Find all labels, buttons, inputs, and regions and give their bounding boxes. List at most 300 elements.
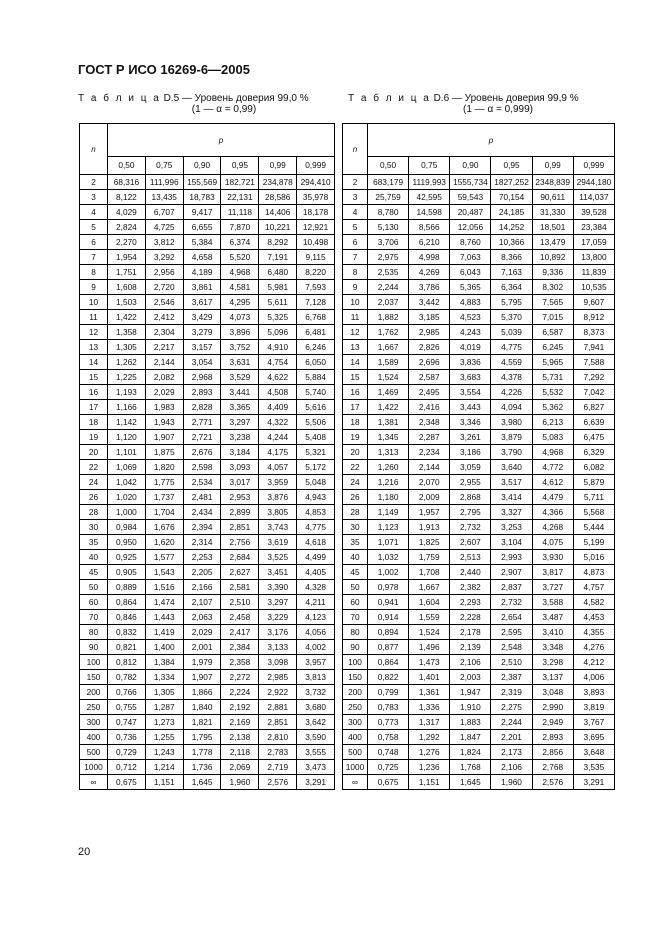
- value-cell: 3,680: [297, 700, 335, 715]
- value-cell: 2,178: [450, 625, 491, 640]
- value-cell: 2,826: [409, 340, 450, 355]
- value-cell: 3,617: [183, 295, 221, 310]
- value-cell: 11,839: [573, 265, 614, 280]
- value-cell: 3,410: [532, 625, 573, 640]
- value-cell: 4,775: [491, 340, 532, 355]
- value-cell: 2,234: [409, 445, 450, 460]
- value-cell: 4,581: [221, 280, 259, 295]
- value-cell: 2,412: [145, 310, 183, 325]
- n-cell: 45: [80, 565, 108, 580]
- value-cell: 0,877: [368, 640, 409, 655]
- value-cell: 1,336: [409, 700, 450, 715]
- value-cell: 1,559: [409, 610, 450, 625]
- value-cell: 1,847: [450, 730, 491, 745]
- value-cell: 1,422: [108, 310, 146, 325]
- column-header-p: p: [108, 124, 335, 157]
- value-cell: 3,861: [183, 280, 221, 295]
- n-cell: 50: [343, 580, 368, 595]
- value-cell: 4,910: [259, 340, 297, 355]
- table-row: [80, 550, 335, 565]
- value-cell: 7,163: [491, 265, 532, 280]
- value-cell: 1,287: [145, 700, 183, 715]
- value-cell: 1,913: [409, 520, 450, 535]
- value-cell: 2,144: [145, 355, 183, 370]
- table-row: [80, 730, 335, 745]
- value-cell: 4,523: [450, 310, 491, 325]
- value-cell: 6,707: [145, 205, 183, 220]
- value-cell: 4,075: [532, 535, 573, 550]
- value-cell: 4,775: [297, 520, 335, 535]
- value-cell: 0,799: [368, 685, 409, 700]
- p-value-header: 0,99: [259, 157, 297, 175]
- table-row: [343, 520, 615, 535]
- value-cell: 1,736: [183, 760, 221, 775]
- value-cell: 2,719: [259, 760, 297, 775]
- n-cell: 8: [80, 265, 108, 280]
- n-cell: 40: [343, 550, 368, 565]
- value-cell: 1,759: [409, 550, 450, 565]
- table-row: [343, 580, 615, 595]
- value-cell: 3,980: [491, 415, 532, 430]
- table-row: [343, 670, 615, 685]
- column-header-n: n: [343, 124, 368, 175]
- n-cell: 7: [80, 250, 108, 265]
- value-cell: 1,123: [368, 520, 409, 535]
- n-cell: 8: [343, 265, 368, 280]
- value-cell: 0,748: [368, 745, 409, 760]
- n-cell: 35: [80, 535, 108, 550]
- value-cell: 70,154: [491, 190, 532, 205]
- value-cell: 1,400: [145, 640, 183, 655]
- n-cell: 10: [80, 295, 108, 310]
- value-cell: 2,173: [491, 745, 532, 760]
- value-cell: 1,667: [409, 580, 450, 595]
- value-cell: 5,616: [297, 400, 335, 415]
- table-row: [80, 340, 335, 355]
- value-cell: 1,954: [108, 250, 146, 265]
- value-cell: 6,374: [221, 235, 259, 250]
- n-cell: 13: [343, 340, 368, 355]
- value-cell: 3,805: [259, 505, 297, 520]
- value-cell: 1,516: [145, 580, 183, 595]
- value-cell: 3,732: [297, 685, 335, 700]
- table-row: [80, 505, 335, 520]
- value-cell: 1,273: [145, 715, 183, 730]
- value-cell: 1,345: [368, 430, 409, 445]
- value-cell: 18,178: [297, 205, 335, 220]
- value-cell: 3,473: [297, 760, 335, 775]
- n-cell: 3: [80, 190, 108, 205]
- value-cell: 8,373: [573, 325, 614, 340]
- n-cell: 5: [343, 220, 368, 235]
- n-cell: 11: [80, 310, 108, 325]
- value-cell: 0,783: [368, 700, 409, 715]
- value-cell: 2,534: [183, 475, 221, 490]
- n-cell: 15: [343, 370, 368, 385]
- value-cell: 4,355: [573, 625, 614, 640]
- value-cell: 5,130: [368, 220, 409, 235]
- value-cell: 5,611: [259, 295, 297, 310]
- value-cell: 5,039: [491, 325, 532, 340]
- value-cell: 0,675: [108, 775, 146, 790]
- value-cell: 2,001: [183, 640, 221, 655]
- value-cell: 6,246: [297, 340, 335, 355]
- value-cell: 1,957: [409, 505, 450, 520]
- value-cell: 3,642: [297, 715, 335, 730]
- p-value-header: 0,50: [108, 157, 146, 175]
- value-cell: 2,293: [450, 595, 491, 610]
- value-cell: 1,069: [108, 460, 146, 475]
- value-cell: 1,193: [108, 385, 146, 400]
- value-cell: 1,503: [108, 295, 146, 310]
- table-row: [343, 595, 615, 610]
- table-row: [343, 640, 615, 655]
- value-cell: 0,864: [368, 655, 409, 670]
- value-cell: 10,221: [259, 220, 297, 235]
- value-cell: 3,365: [221, 400, 259, 415]
- value-cell: 7,292: [573, 370, 614, 385]
- value-cell: 24,185: [491, 205, 532, 220]
- value-cell: 2,654: [491, 610, 532, 625]
- value-cell: 2,029: [183, 625, 221, 640]
- value-cell: 0,984: [108, 520, 146, 535]
- value-cell: 3,451: [259, 565, 297, 580]
- table-row: [343, 445, 615, 460]
- value-cell: 4,754: [259, 355, 297, 370]
- value-cell: 1827,252: [491, 175, 532, 190]
- table-row: [80, 250, 335, 265]
- n-cell: 2: [343, 175, 368, 190]
- n-cell: 17: [343, 400, 368, 415]
- value-cell: 1,020: [108, 490, 146, 505]
- table-row: [343, 625, 615, 640]
- value-cell: 3,137: [532, 670, 573, 685]
- value-cell: 3,893: [573, 685, 614, 700]
- table-row: [343, 220, 615, 235]
- value-cell: 90,611: [532, 190, 573, 205]
- value-cell: 2,732: [491, 595, 532, 610]
- value-cell: 4,725: [145, 220, 183, 235]
- value-cell: 10,366: [491, 235, 532, 250]
- value-cell: 35,978: [297, 190, 335, 205]
- table-row: [343, 175, 615, 190]
- value-cell: 2,881: [259, 700, 297, 715]
- value-cell: 6,655: [183, 220, 221, 235]
- value-cell: 3,588: [532, 595, 573, 610]
- n-cell: 4: [80, 205, 108, 220]
- table-row: [343, 685, 615, 700]
- value-cell: 2,304: [145, 325, 183, 340]
- value-cell: 4,269: [409, 265, 450, 280]
- value-cell: 0,821: [108, 640, 146, 655]
- value-cell: 2,513: [450, 550, 491, 565]
- value-cell: 4,295: [221, 295, 259, 310]
- value-cell: 0,766: [108, 685, 146, 700]
- value-cell: 14,406: [259, 205, 297, 220]
- value-cell: 3,292: [145, 250, 183, 265]
- value-cell: 1,824: [450, 745, 491, 760]
- n-cell: 6: [80, 235, 108, 250]
- value-cell: 6,050: [297, 355, 335, 370]
- value-cell: 4,943: [297, 490, 335, 505]
- n-cell: 200: [343, 685, 368, 700]
- value-cell: 3,554: [450, 385, 491, 400]
- value-cell: 3,555: [297, 745, 335, 760]
- n-cell: 30: [343, 520, 368, 535]
- value-cell: 6,213: [532, 415, 573, 430]
- value-cell: 4,772: [532, 460, 573, 475]
- value-cell: 4,029: [108, 205, 146, 220]
- value-cell: 2,440: [450, 565, 491, 580]
- value-cell: 1,401: [409, 670, 450, 685]
- value-cell: 2,837: [491, 580, 532, 595]
- value-cell: 3,695: [573, 730, 614, 745]
- table-row: [343, 715, 615, 730]
- table-row: [343, 475, 615, 490]
- value-cell: 2,985: [409, 325, 450, 340]
- n-cell: 50: [80, 580, 108, 595]
- value-cell: 1,101: [108, 445, 146, 460]
- value-cell: 4,244: [259, 430, 297, 445]
- value-cell: 1555,734: [450, 175, 491, 190]
- value-cell: 1,071: [368, 535, 409, 550]
- table-row: [80, 175, 335, 190]
- n-cell: 70: [80, 610, 108, 625]
- n-cell: 150: [80, 670, 108, 685]
- value-cell: 2,956: [145, 265, 183, 280]
- table-row: [80, 205, 335, 220]
- value-cell: 1,778: [183, 745, 221, 760]
- table-row: [80, 400, 335, 415]
- value-cell: 0,736: [108, 730, 146, 745]
- value-cell: 3,813: [297, 670, 335, 685]
- value-cell: 1,821: [183, 715, 221, 730]
- value-cell: 3,683: [450, 370, 491, 385]
- n-cell: 40: [80, 550, 108, 565]
- value-cell: 7,588: [573, 355, 614, 370]
- value-cell: 2,795: [450, 505, 491, 520]
- value-cell: 0,755: [108, 700, 146, 715]
- value-cell: 1,524: [409, 625, 450, 640]
- value-cell: 1,704: [145, 505, 183, 520]
- value-cell: 1,883: [450, 715, 491, 730]
- value-cell: 2,082: [145, 370, 183, 385]
- value-cell: 5,083: [532, 430, 573, 445]
- value-cell: 3,297: [221, 415, 259, 430]
- value-cell: 2,684: [221, 550, 259, 565]
- value-cell: 2,070: [409, 475, 450, 490]
- value-cell: 59,543: [450, 190, 491, 205]
- value-cell: 4,378: [491, 370, 532, 385]
- value-cell: 1,960: [491, 775, 532, 790]
- value-cell: 2,029: [145, 385, 183, 400]
- value-cell: 3,619: [259, 535, 297, 550]
- value-cell: 2,348: [409, 415, 450, 430]
- value-cell: 3,346: [450, 415, 491, 430]
- table-row: [343, 340, 615, 355]
- value-cell: 8,566: [409, 220, 450, 235]
- value-cell: 3,817: [532, 565, 573, 580]
- table-d6-caption: [348, 93, 618, 115]
- value-cell: 1119,993: [409, 175, 450, 190]
- table-row: [80, 685, 335, 700]
- value-cell: 1,151: [145, 775, 183, 790]
- table-row: [343, 505, 615, 520]
- value-cell: 5,740: [297, 385, 335, 400]
- n-cell: 24: [80, 475, 108, 490]
- table-row: [343, 355, 615, 370]
- value-cell: 6,587: [532, 325, 573, 340]
- n-cell: 22: [343, 460, 368, 475]
- value-cell: 5,016: [573, 550, 614, 565]
- n-cell: 26: [343, 490, 368, 505]
- value-cell: 5,408: [297, 430, 335, 445]
- n-cell: 100: [343, 655, 368, 670]
- n-cell: 9: [80, 280, 108, 295]
- value-cell: 4,268: [532, 520, 573, 535]
- value-cell: 0,822: [368, 670, 409, 685]
- value-cell: 2348,839: [532, 175, 573, 190]
- value-cell: 1,469: [368, 385, 409, 400]
- n-cell: 300: [343, 715, 368, 730]
- value-cell: 2,144: [409, 460, 450, 475]
- n-cell: 22: [80, 460, 108, 475]
- value-cell: 6,639: [573, 415, 614, 430]
- value-cell: 1,820: [145, 460, 183, 475]
- value-cell: 4,276: [573, 640, 614, 655]
- value-cell: 3,930: [532, 550, 573, 565]
- value-cell: 1,979: [183, 655, 221, 670]
- p-values-row: [80, 157, 335, 175]
- value-cell: 3,229: [259, 610, 297, 625]
- value-cell: 2,253: [183, 550, 221, 565]
- value-cell: 4,002: [297, 640, 335, 655]
- value-cell: 0,712: [108, 760, 146, 775]
- table-row: [80, 385, 335, 400]
- value-cell: 3,752: [221, 340, 259, 355]
- table-row: [80, 565, 335, 580]
- p-value-header: 0,999: [297, 157, 335, 175]
- value-cell: 2,217: [145, 340, 183, 355]
- value-cell: 4,883: [450, 295, 491, 310]
- value-cell: 3,836: [450, 355, 491, 370]
- value-cell: 3,517: [491, 475, 532, 490]
- value-cell: 2,607: [450, 535, 491, 550]
- value-cell: 6,475: [573, 430, 614, 445]
- table-row: [80, 535, 335, 550]
- value-cell: 1,907: [145, 430, 183, 445]
- value-cell: 2,003: [450, 670, 491, 685]
- p-value-header: 0,95: [491, 157, 532, 175]
- value-cell: 6,364: [491, 280, 532, 295]
- value-cell: 2,824: [108, 220, 146, 235]
- n-cell: 250: [80, 700, 108, 715]
- value-cell: 2,166: [183, 580, 221, 595]
- value-cell: 17,059: [573, 235, 614, 250]
- value-cell: 1,875: [145, 445, 183, 460]
- value-cell: 3,298: [532, 655, 573, 670]
- value-cell: 7,870: [221, 220, 259, 235]
- value-cell: 1,317: [409, 715, 450, 730]
- value-cell: 23,384: [573, 220, 614, 235]
- caption-sub: (1 — α = 0,99): [191, 104, 257, 115]
- value-cell: 1,002: [368, 565, 409, 580]
- value-cell: 3,279: [183, 325, 221, 340]
- value-cell: 1,334: [145, 670, 183, 685]
- value-cell: 6,043: [450, 265, 491, 280]
- value-cell: 2,270: [108, 235, 146, 250]
- n-cell: 14: [80, 355, 108, 370]
- value-cell: 4,405: [297, 565, 335, 580]
- n-cell: 2: [80, 175, 108, 190]
- value-cell: 1,422: [368, 400, 409, 415]
- value-cell: 4,123: [297, 610, 335, 625]
- value-cell: 0,675: [368, 775, 409, 790]
- value-cell: 1,737: [145, 490, 183, 505]
- table-row: [80, 670, 335, 685]
- value-cell: 8,302: [532, 280, 573, 295]
- value-cell: 1,496: [409, 640, 450, 655]
- value-cell: 1,543: [145, 565, 183, 580]
- value-cell: 3,525: [259, 550, 297, 565]
- n-cell: 12: [80, 325, 108, 340]
- table-row: [80, 220, 335, 235]
- value-cell: 3,819: [573, 700, 614, 715]
- n-cell: 35: [343, 535, 368, 550]
- table-row: [80, 700, 335, 715]
- table-row: [80, 640, 335, 655]
- n-cell: 250: [343, 700, 368, 715]
- value-cell: 5,965: [532, 355, 573, 370]
- value-cell: 4,612: [532, 475, 573, 490]
- value-cell: 3,786: [409, 280, 450, 295]
- value-cell: 3,879: [491, 430, 532, 445]
- value-cell: 39,528: [573, 205, 614, 220]
- table-row: [80, 280, 335, 295]
- value-cell: 0,729: [108, 745, 146, 760]
- value-cell: 1,907: [183, 670, 221, 685]
- value-cell: 2,953: [221, 490, 259, 505]
- column-header-n: n: [80, 124, 108, 175]
- table-row: [343, 775, 615, 790]
- value-cell: 2,907: [491, 565, 532, 580]
- value-cell: 1,840: [183, 700, 221, 715]
- value-cell: 1,236: [409, 760, 450, 775]
- table-row: [80, 415, 335, 430]
- value-cell: 3,648: [573, 745, 614, 760]
- value-cell: 5,199: [573, 535, 614, 550]
- value-cell: 18,501: [532, 220, 573, 235]
- value-cell: 4,618: [297, 535, 335, 550]
- value-cell: 1,262: [108, 355, 146, 370]
- n-cell: 16: [343, 385, 368, 400]
- value-cell: 4,622: [259, 370, 297, 385]
- value-cell: 3,876: [259, 490, 297, 505]
- table-row: [343, 760, 615, 775]
- value-cell: 2,244: [368, 280, 409, 295]
- value-cell: 155,569: [183, 175, 221, 190]
- table-row: [80, 745, 335, 760]
- value-cell: 4,175: [259, 445, 297, 460]
- table-d5-caption: [78, 93, 340, 115]
- value-cell: 2,828: [183, 400, 221, 415]
- table-row: [80, 265, 335, 280]
- n-cell: 500: [80, 745, 108, 760]
- value-cell: 4,582: [573, 595, 614, 610]
- table-row: [343, 400, 615, 415]
- table-row: [343, 295, 615, 310]
- value-cell: 2,169: [221, 715, 259, 730]
